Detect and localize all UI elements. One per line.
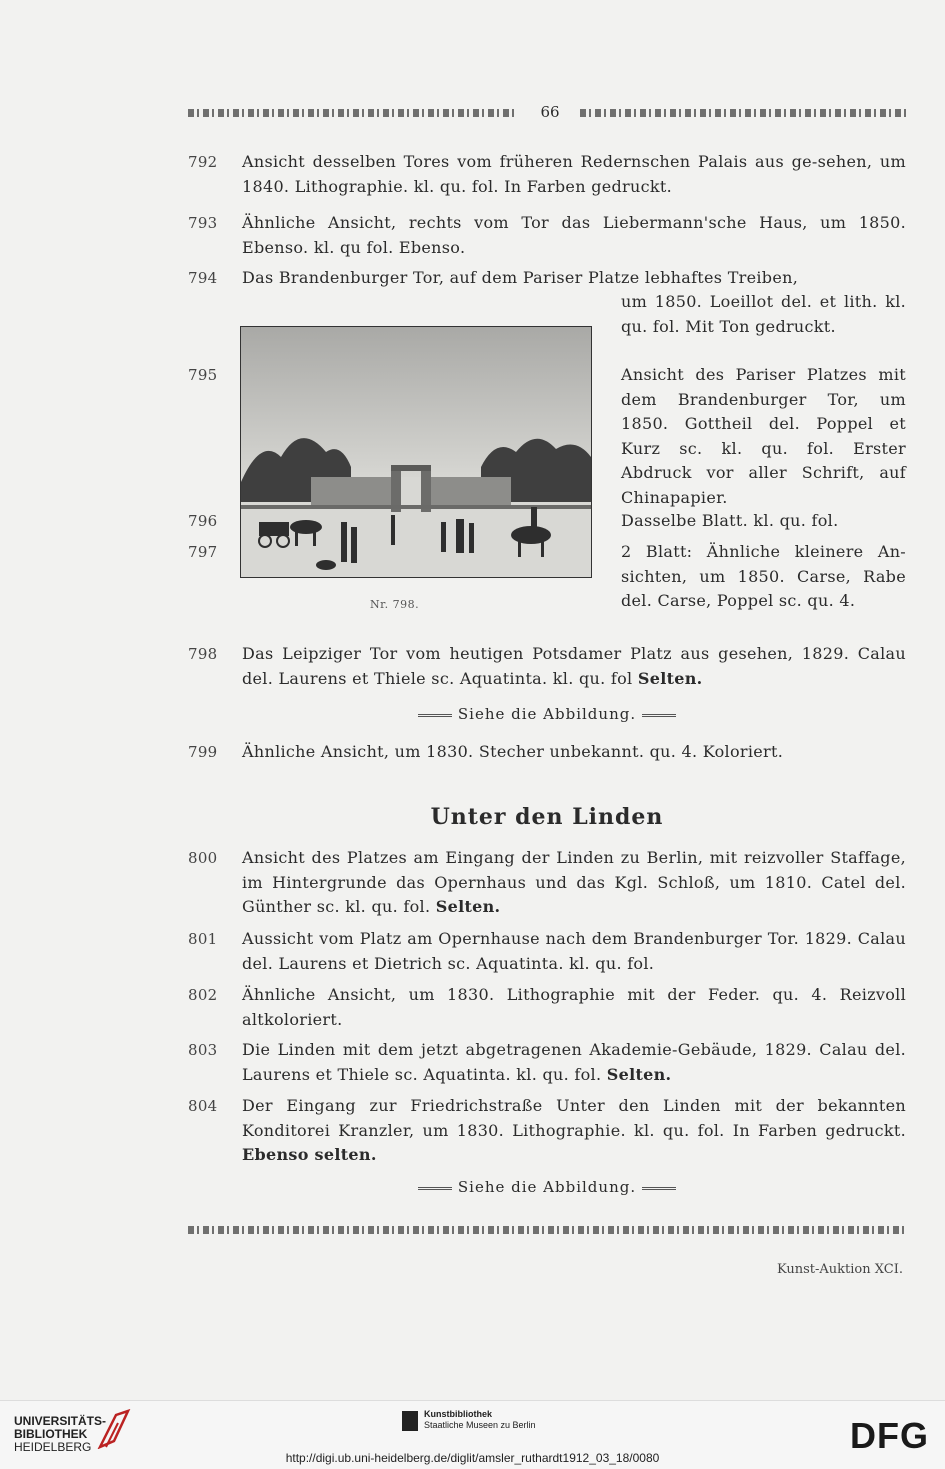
entry-798 (188, 642, 906, 691)
entry-number: 800 (188, 849, 218, 867)
entry-text: 2 Blatt: Ähnliche kleinere An-sichten, um 1850. Carse, Rabe del. Carse, Poppel sc. qu. 4. (621, 542, 906, 610)
entry-number: 804 (188, 1097, 218, 1115)
entry-number: 792 (188, 153, 218, 171)
rarity-note: Selten. (606, 1064, 672, 1084)
entry-text: Der Eingang zur Friedrichstraße Unter den Linden mit der bekannten Konditorei Kranzler, um 1830. Lithographie. kl. qu. fol. In Farben gedruckt. (242, 1096, 906, 1140)
rarity-note: Selten. (637, 668, 703, 688)
entry-802 (188, 983, 906, 1032)
entry-text: Dasselbe Blatt. kl. qu. fol. (621, 511, 839, 530)
entry-text: Die Linden mit dem jetzt abgetragenen Akademie-Gebäude, 1829. Calau del. Laurens et Thiele sc. Aquatinta. kl. qu. fol. (242, 1040, 906, 1084)
entry-number: 798 (188, 645, 218, 663)
page-number: 66 (540, 103, 560, 121)
entry-number: 796 (188, 512, 218, 530)
entry-number: 797 (188, 543, 218, 561)
university-library-logo[interactable] (14, 1415, 106, 1454)
entry-text: Ähnliche Ansicht, um 1830. Lithographie mit der Feder. qu. 4. Reizvoll altkoloriert. (242, 985, 906, 1029)
entry-number: 801 (188, 930, 218, 948)
entry-number: 803 (188, 1041, 218, 1059)
entry-text: Ähnliche Ansicht, um 1830. Stecher unbekannt. qu. 4. Koloriert. (242, 742, 784, 761)
entry-797 (188, 540, 906, 614)
section-heading: Unter den Linden (430, 804, 664, 830)
entry-799 (188, 740, 906, 765)
uni-line1: UNIVERSITÄTS- (14, 1414, 107, 1428)
entry-801 (188, 927, 906, 976)
entry-text: um 1850. Loeillot del. et lith. kl. qu. fol. Mit Ton gedruckt. (621, 292, 906, 336)
entry-792 (188, 150, 906, 199)
entry-794 (188, 266, 906, 291)
header-ornament-left (188, 109, 518, 117)
entry-number: 793 (188, 214, 218, 232)
uni-line2: BIBLIOTHEK (14, 1427, 88, 1441)
kunstbibliothek-icon (402, 1411, 418, 1431)
entry-text: Das Brandenburger Tor, auf dem Pariser Platze lebhaftes Treiben, (242, 268, 799, 287)
entry-text: Aussicht vom Platz am Opernhause nach dem Brandenburger Tor. 1829. Calau del. Laurens et Dietrich sc. Aquatinta. kl. qu. fol. (242, 929, 906, 973)
entry-number: 795 (188, 366, 218, 384)
entry-text: Das Leipziger Tor vom heutigen Potsdamer Platz aus gesehen, 1829. Calau del. Laurens et Thiele sc. Aquatinta. kl. qu. fol (242, 644, 906, 688)
see-label: Siehe die Abbildung. (457, 1178, 637, 1196)
uni-line3: HEIDELBERG (14, 1440, 92, 1454)
auction-label: Kunst-Auktion XCI. (776, 1262, 903, 1277)
kunstbibliothek-logo[interactable] (402, 1409, 536, 1431)
entry-number: 802 (188, 986, 218, 1004)
entry-text: Ähnliche Ansicht, rechts vom Tor das Liebermann'sche Haus, um 1850. Ebenso. kl. qu fol. Ebenso. (242, 213, 906, 257)
kb-subtitle: Staatliche Museen zu Berlin (424, 1420, 536, 1430)
entry-800 (188, 846, 906, 920)
entry-793 (188, 211, 906, 260)
entry-796 (188, 509, 906, 534)
rarity-note: Ebenso selten. (242, 1145, 377, 1164)
figure-caption: Nr. 798. (370, 598, 420, 611)
entry-text: Ansicht des Pariser Platzes mit dem Brandenburger Tor, um 1850. Gottheil del. Poppel et Kurz sc. kl. qu. fol. Erster Abdruck vor aller Schrift, auf Chinapapier. (621, 365, 906, 507)
entry-text: Ansicht desselben Tores vom früheren Redernschen Palais aus ge-sehen, um 1840. Lithographie. kl. qu. fol. In Farben gedruckt. (242, 152, 906, 196)
rarity-note: Selten. (435, 897, 501, 916)
university-emblem-icon (96, 1409, 132, 1449)
see-illustration-note (188, 705, 906, 723)
entry-803 (188, 1038, 906, 1087)
entry-number: 799 (188, 743, 218, 761)
entry-number: 794 (188, 269, 218, 287)
dfg-logo[interactable]: DFG (850, 1415, 929, 1456)
kb-title: Kunstbibliothek (424, 1409, 492, 1419)
footer-ornament (188, 1226, 906, 1234)
header-ornament-right (580, 109, 906, 117)
viewer-footer-bar (0, 1400, 945, 1469)
entry-804 (188, 1094, 906, 1168)
see-illustration-note (188, 1178, 906, 1196)
see-label: Siehe die Abbildung. (457, 705, 637, 723)
entry-795 (188, 363, 906, 510)
permalink-url[interactable]: http://digi.ub.uni-heidelberg.de/diglit/amsler_ruthardt1912_03_18/0080 (285, 1451, 660, 1465)
entry-text: Ansicht des Platzes am Eingang der Linden zu Berlin, mit reizvoller Staffage, im Hintergrunde das Opernhaus und das Kgl. Schloß, um 1810. Catel del. Günther sc. kl. qu. fol. (242, 848, 906, 916)
